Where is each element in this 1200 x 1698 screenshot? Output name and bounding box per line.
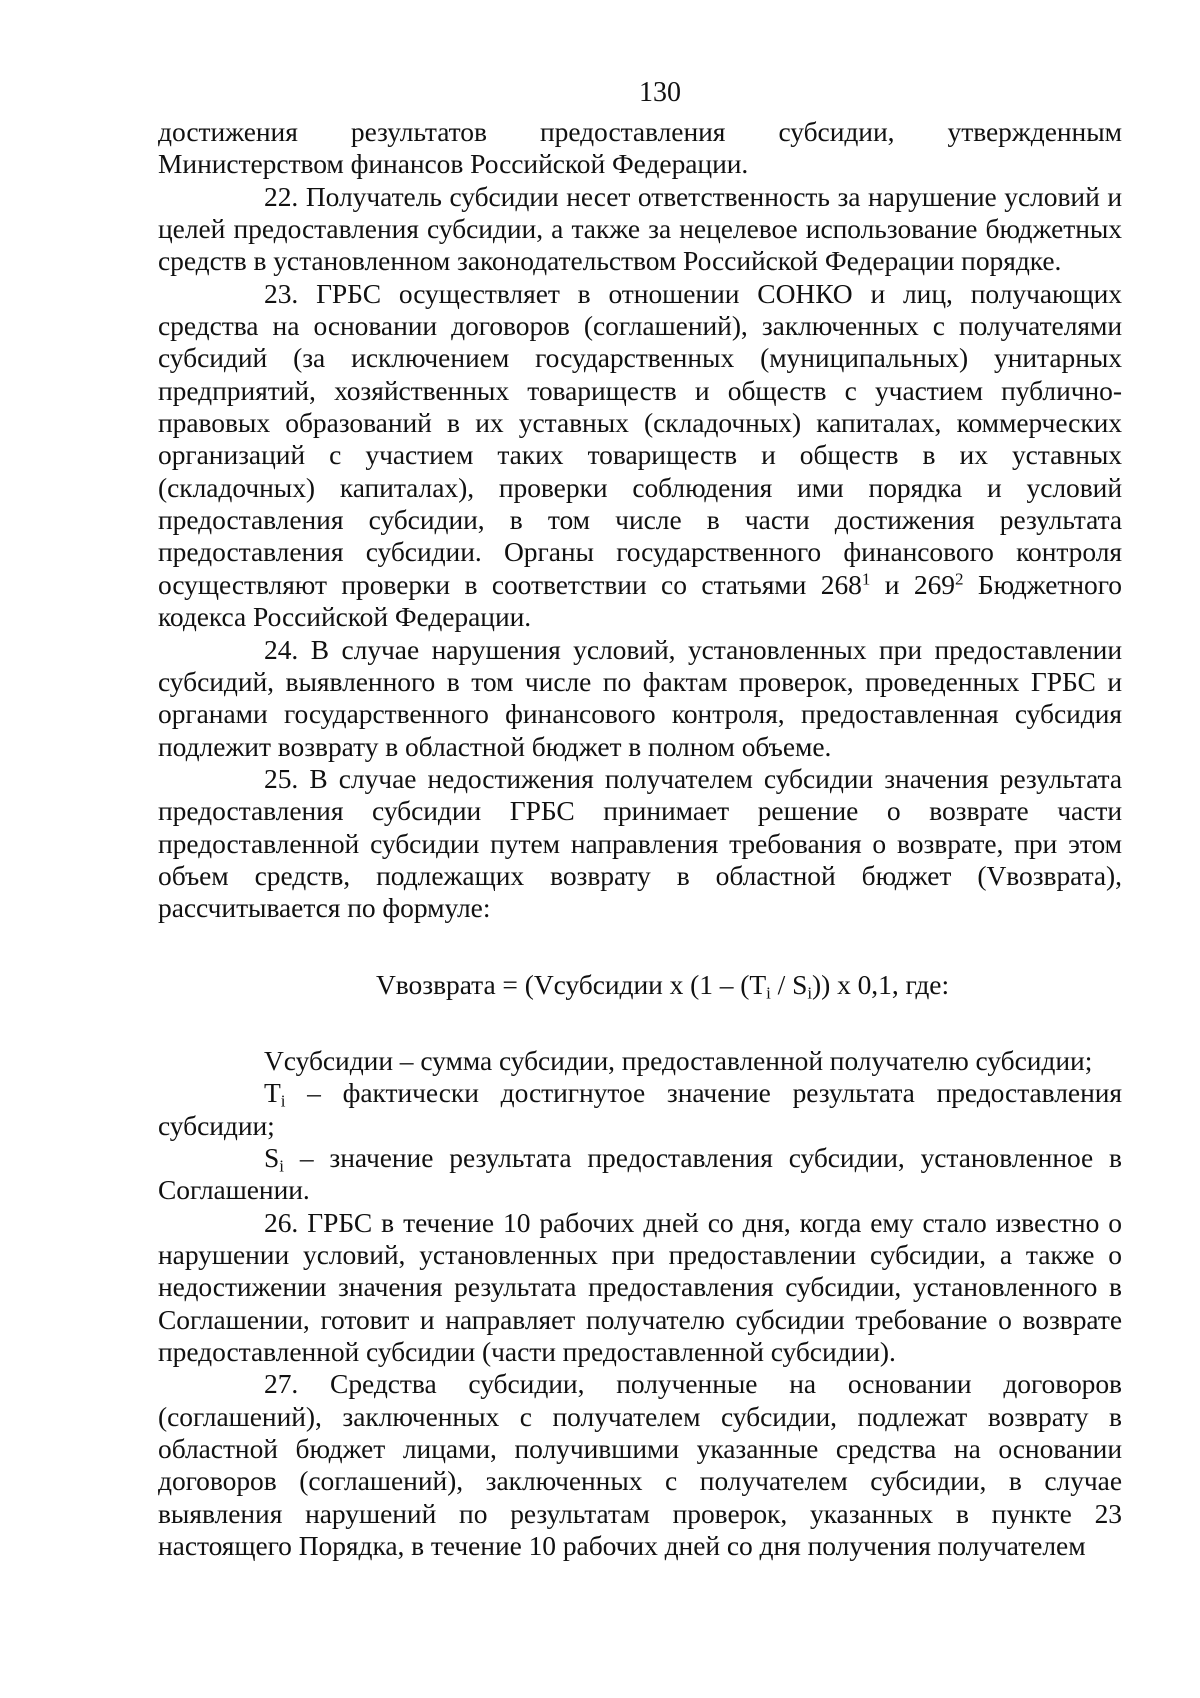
page-number: 130 bbox=[639, 77, 681, 108]
formula-sub-t: i bbox=[766, 982, 771, 1002]
document-body bbox=[158, 116, 1122, 1562]
formula-part-2: / S bbox=[770, 968, 808, 1000]
definition-t-sub: i bbox=[280, 1091, 286, 1111]
formula bbox=[158, 969, 1122, 1001]
definition-t-symbol: T bbox=[264, 1077, 281, 1109]
superscript-2: 2 bbox=[954, 569, 964, 589]
superscript-1: 1 bbox=[861, 569, 871, 589]
paragraph-23-text: 23. ГРБС осуществляет в отношении СОНКО и лиц, получающих средства на основании договоров (соглашений), заключенных с получателями субсидий (за исключением государственных (муниципальных) унитарных предприятий, хозяйственных товариществ и обществ с участием публично-правовых образований в их уставных (складочных) капиталах, коммерческих организаций с участием таких товариществ и обществ в их уставных (складочных) капиталах), проверки соблюдения ими порядка и условий предоставления субсидии, в том числе в части достижения результата предоставления субсидии. Органы государственного финансового контроля осуществляют проверки в соответствии со статьями 268 bbox=[158, 277, 1122, 600]
paragraph-23-text-3: Бюджетного кодекса Российской Федерации. bbox=[158, 568, 1122, 633]
paragraph-26: 26. ГРБС в течение 10 рабочих дней со дня, когда ему стало известно о нарушении условий, установленных при предоставлении субсидии, а также о недостижении значения результата предоставления субсидии, установленного в Соглашении, готовит и направляет получателю субсидии требование о возврате предоставленной субсидии (части предоставленной субсидии). bbox=[158, 1206, 1122, 1368]
paragraph-24: 24. В случае нарушения условий, установленных при предоставлении субсидий, выявленного в том числе по фактам проверок, проведенных ГРБС и органами государственного финансового контроля, предоставленная субсидия подлежит возврату в областной бюджет в полном объеме. bbox=[158, 633, 1122, 762]
definition-t-text: – фактически достигнутое значение результата предоставления субсидии; bbox=[158, 1077, 1122, 1141]
definition-v: Vсубсидии – сумма субсидии, предоставленной получателю субсидии; bbox=[264, 1044, 1093, 1076]
paragraph-27: 27. Средства субсидии, полученные на основании договоров (соглашений), заключенных с получателем субсидии, подлежат возврату в областной бюджет лицами, получившими указанные средства на основании договоров (соглашений), заключенных с получателем субсидии, в случае выявления нарушений по результатам проверок, указанных в пункте 23 настоящего Порядка, в течение 10 рабочих дней со дня получения получателем bbox=[158, 1368, 1122, 1562]
definition-s-sub: i bbox=[279, 1156, 284, 1176]
definition-s-symbol: S bbox=[264, 1141, 280, 1173]
definition-t bbox=[158, 1077, 1122, 1142]
formula-part-3: )) х 0,1, где: bbox=[812, 968, 950, 1000]
paragraph-23 bbox=[158, 278, 1122, 634]
paragraph-22: 22. Получатель субсидии несет ответственность за нарушение условий и целей предоставления субсидии, а также за нецелевое использование бюджетных средств в установленном законодательством Российской Федерации порядке. bbox=[158, 180, 1122, 277]
formula-sub-s: i bbox=[807, 982, 813, 1002]
paragraph-23-text-2: и 269 bbox=[870, 568, 955, 600]
definition-s bbox=[158, 1142, 1122, 1207]
definition-s-text: – значение результата предоставления субсидии, установленное в Соглашении. bbox=[158, 1141, 1122, 1206]
paragraph-continuation: достижения результатов предоставления субсидии, утвержденным Министерством финансов Российской Федерации. bbox=[158, 116, 1122, 180]
paragraph-25: 25. В случае недостижения получателем субсидии значения результата предоставления субсидии ГРБС принимает решение о возврате части предоставленной субсидии путем направления требования о возврате, при этом объем средств, подлежащих возврату в областной бюджет (Vвозврата), рассчитывается по формуле: bbox=[158, 762, 1122, 924]
formula-part-1: Vвозврата = (Vсубсидии х (1 – (T bbox=[376, 968, 767, 1000]
